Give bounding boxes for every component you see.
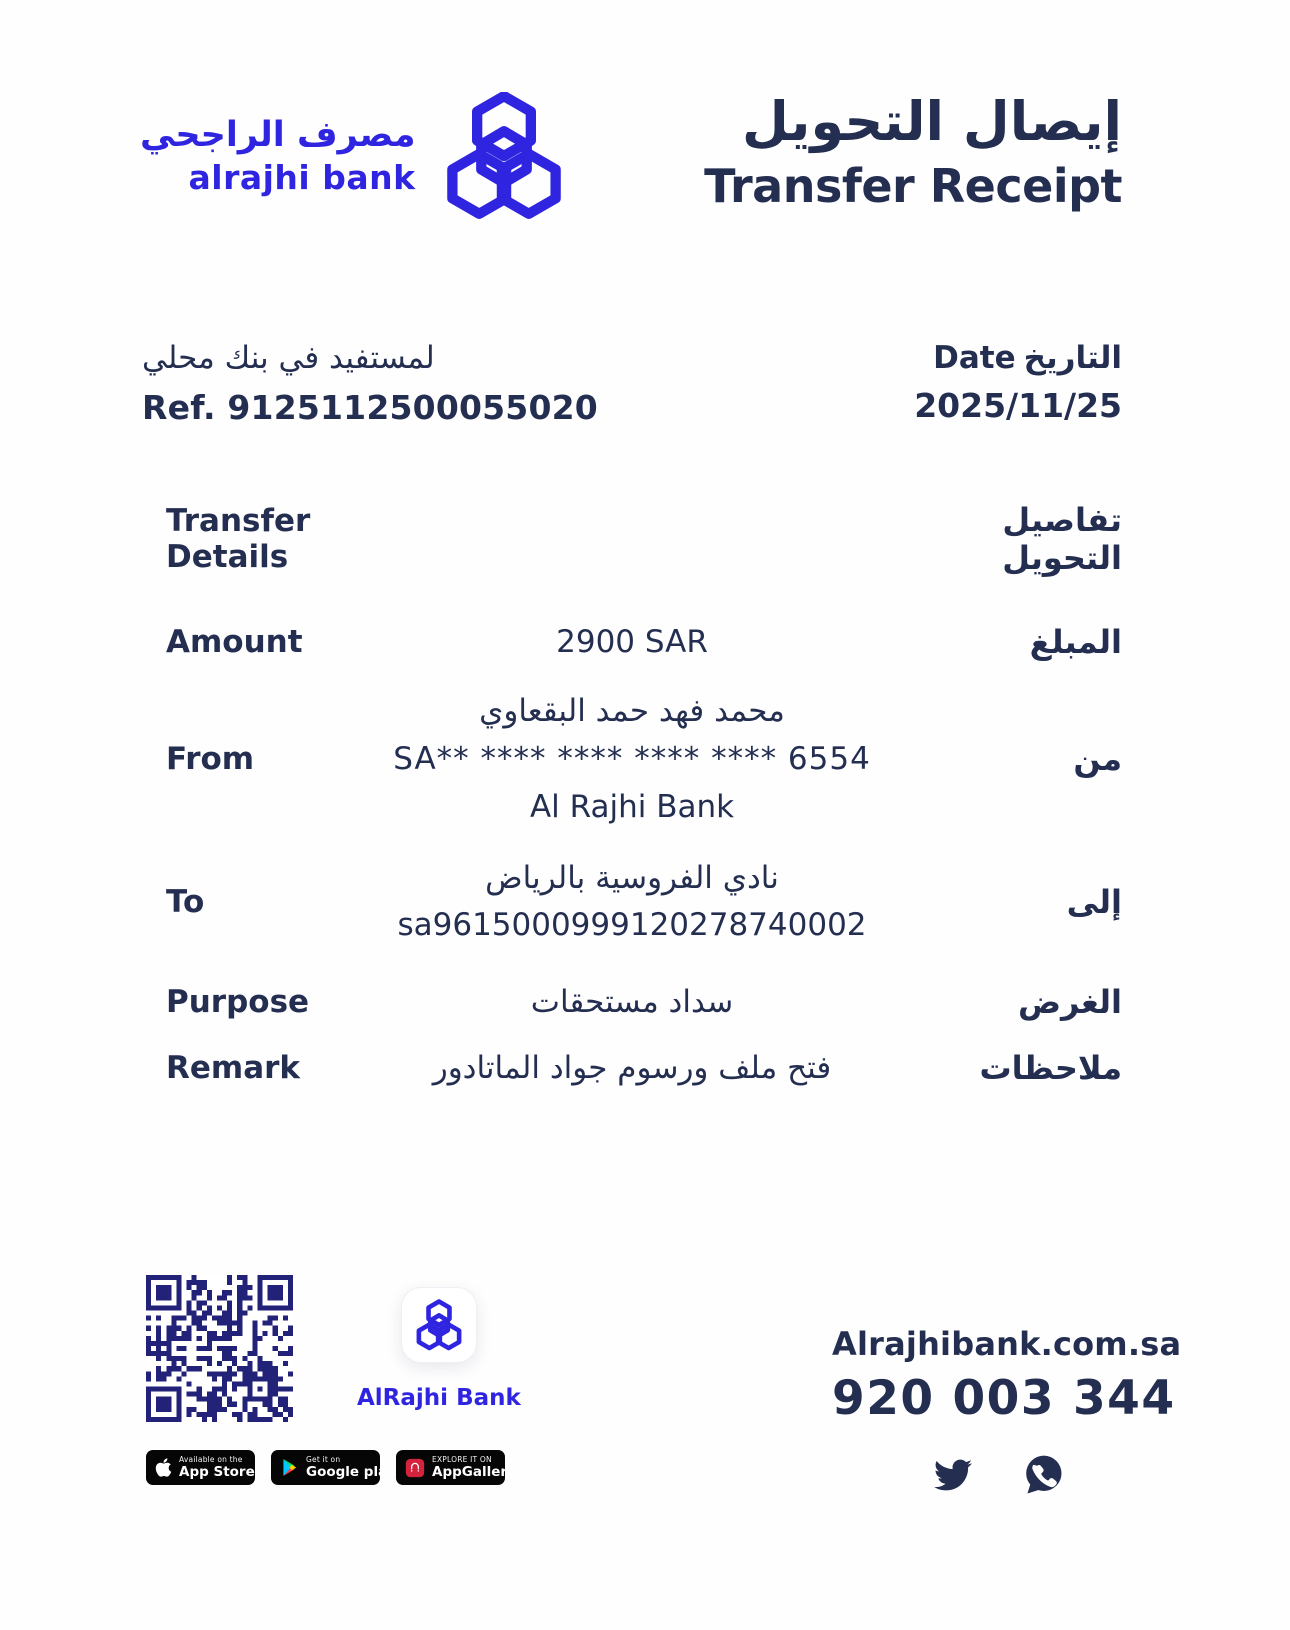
remark-row [142, 1049, 1122, 1087]
header [0, 0, 1290, 220]
to-name: نادي الفروسية بالرياض [485, 860, 779, 896]
section-title-row [142, 501, 1122, 577]
purpose-label: Purpose [166, 984, 310, 1020]
appgallery-icon [405, 1458, 425, 1478]
from-name: محمد فهد حمد البقعاوي [479, 693, 785, 729]
to-iban: sa9615000999120278740002 [397, 907, 867, 943]
brand-name-english: alrajhi bank [188, 157, 416, 197]
from-bank-name: Al Rajhi Bank [529, 789, 735, 825]
store-badges [146, 1450, 521, 1485]
google-play-badge[interactable]: Get it on Google play [271, 1450, 380, 1485]
qr-code [146, 1275, 293, 1422]
date-value: 2025/11/25 [914, 386, 1122, 425]
remark-label-arabic: ملاحظات [979, 1049, 1122, 1087]
beneficiary-type-label: لمستفيد في بنك محلي [142, 340, 435, 376]
from-label-arabic: من [1073, 740, 1122, 778]
app-name-label: AlRajhi Bank [357, 1385, 521, 1411]
footer [0, 1275, 1290, 1496]
page-title-arabic: إيصال التحويل [741, 90, 1122, 153]
from-row [142, 687, 1122, 831]
remark-value: فتح ملف ورسوم جواد الماتادور [432, 1050, 832, 1086]
section-title-arabic: تفاصيل التحويل [1002, 501, 1122, 577]
appgallery-badge[interactable]: EXPLORE IT ON AppGallery [396, 1450, 505, 1485]
purpose-label-arabic: الغرض [1018, 983, 1122, 1021]
from-account-mask: SA** **** **** **** **** 6554 [393, 741, 871, 777]
alrajhi-app-icon [401, 1287, 477, 1363]
website-link[interactable]: Alrajhibank.com.sa [832, 1325, 1182, 1363]
to-label: To [166, 884, 205, 920]
from-label: From [166, 741, 255, 777]
amount-value: 2900 SAR [556, 624, 708, 660]
whatsapp-icon[interactable] [1022, 1454, 1064, 1496]
apple-icon [155, 1457, 172, 1478]
transfer-details-section [0, 501, 1290, 1087]
amount-label-arabic: المبلغ [1029, 623, 1122, 661]
bank-logo [140, 92, 568, 220]
google-play-icon [280, 1458, 299, 1477]
date-label: التاريخDate [933, 340, 1122, 376]
page-title-english: Transfer Receipt [704, 159, 1122, 214]
social-icons [832, 1454, 1162, 1496]
brand-name-arabic: مصرف الراجحي [140, 115, 416, 156]
alrajhi-app-logo-icon [413, 1299, 465, 1351]
reference-number: Ref. 9125112500055020 [142, 388, 598, 427]
purpose-value: سداد مستحقات [530, 984, 734, 1020]
purpose-row [142, 983, 1122, 1021]
section-title-english: Transfer Details [166, 503, 311, 575]
to-row [142, 855, 1122, 949]
twitter-icon[interactable] [930, 1456, 976, 1494]
phone-number: 920 003 344 [832, 1371, 1176, 1426]
remark-label: Remark [166, 1050, 301, 1086]
amount-row [142, 623, 1122, 661]
alrajhi-logo-icon [440, 92, 568, 220]
app-store-badge[interactable]: Available on the App Store [146, 1450, 255, 1485]
amount-label: Amount [166, 624, 303, 660]
to-label-arabic: إلى [1066, 883, 1122, 921]
meta-row [0, 340, 1290, 427]
